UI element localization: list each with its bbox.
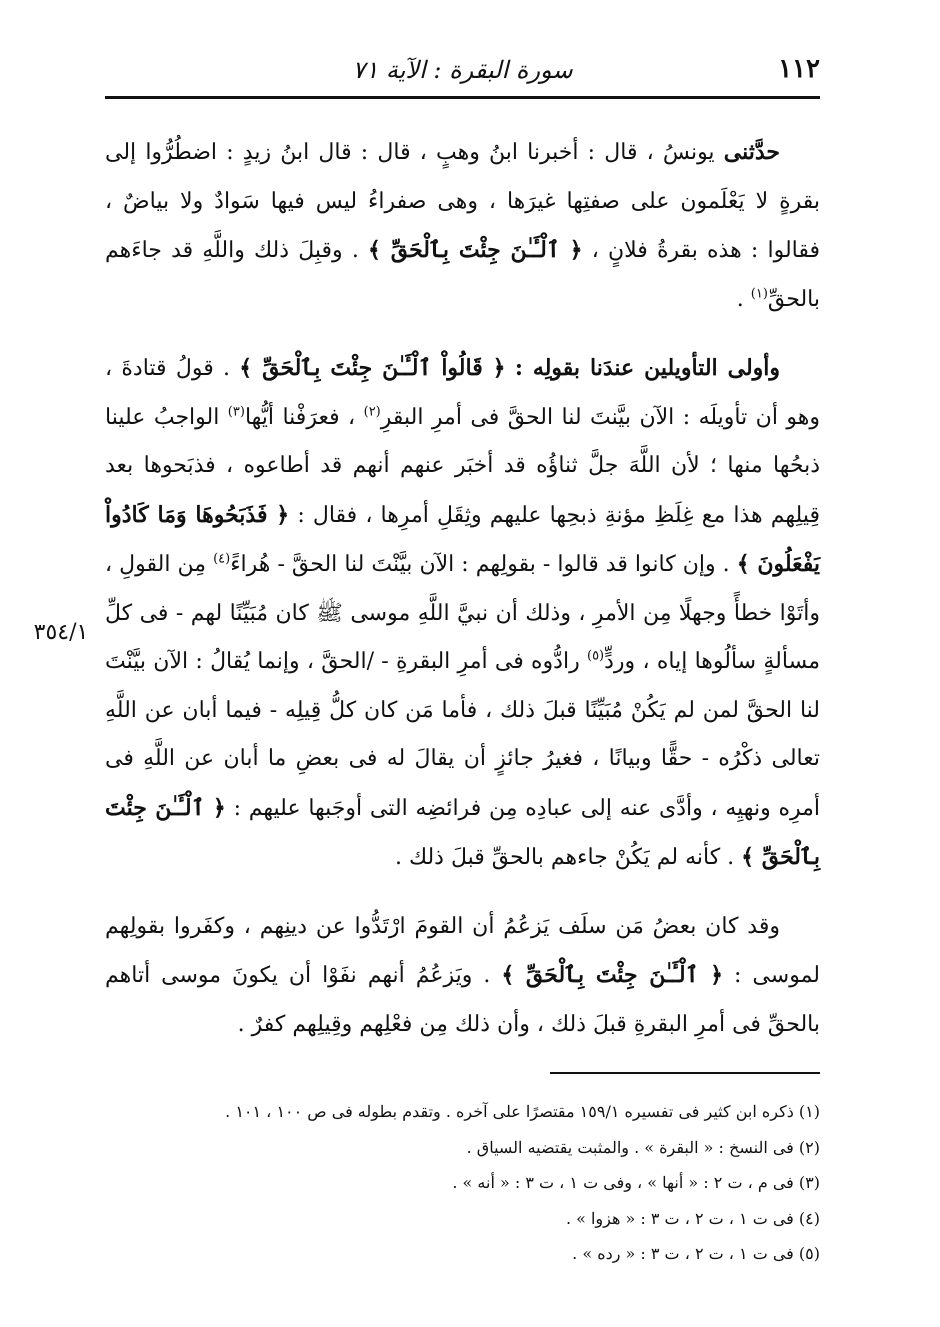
paragraph-1 bbox=[105, 128, 820, 324]
text-run: رادُّوه فى أمرِ البقرةِ - /الحقَّ ، وإنما يُقالُ : الآن بيَّنْتَ لنا الحقَّ لمن لم يَكُنْ مُبَيِّنًا قبلَ ذلك ، فأما مَن كان كلُّ قِيلِه - فيما أبان عن اللَّهِ تعالى ذكْرُه - حقًّا وبيانًا ، فغيرُ جائزٍ أن يقالَ له فى بعضِ ما أبان عن اللَّهِ فى أمرِه ونهيِه ، وأدَّى عنه إلى عبادِه مِن فرائضِه التى أوجَبها عليهم : bbox=[105, 649, 821, 821]
paragraph-2 bbox=[105, 344, 820, 883]
footnote-1: (١) ذكره ابن كثير فى تفسيره ١٥٩/١ مقتصرًا على آخره . وتقدم بطوله فى ص ١٠٠ ، ١٠١ . bbox=[225, 1102, 820, 1121]
footnote-5: (٥) فى ت ١ ، ت ٢ ، ت ٣ : « رده » . bbox=[572, 1244, 820, 1263]
footnote-ref-1[interactable]: (١) bbox=[750, 286, 768, 302]
footnotes bbox=[105, 1094, 820, 1272]
footnote-ref-3[interactable]: (٣) bbox=[227, 404, 245, 420]
body-text bbox=[105, 128, 820, 1049]
footnote-ref-4[interactable]: (٤) bbox=[213, 551, 231, 567]
text-run: مِن القولِ ، وأتَوْا خطأً وجهلًا مِن الأمرِ ، وذلك أن نبيَّ اللَّهِ موسى ﷺ كان مُبَيِّنًا لهم - فى كلِّ مسألةٍ سألُوها إياه ، وردٍّ bbox=[105, 552, 820, 674]
text-run: . كأنه لم يَكُنْ جاءهم بالحقِّ قبلَ ذلك . bbox=[394, 845, 735, 870]
quran-quote: ﴿ ٱلْـَٔـٰنَ جِئْتَ بِٱلْحَقِّ ﴾ bbox=[105, 794, 820, 870]
quran-quote: ﴿ ٱلْـَٔـٰنَ جِئْتَ بِٱلْحَقِّ ﴾ bbox=[501, 962, 724, 988]
margin-reference: ٣٥٤/١ bbox=[33, 620, 89, 645]
text-run: . ويَزعُمُ أنهم نفَوْا أن يكونَ موسى أتاهم بالحقِّ فى أمرِ البقرةِ قبلَ ذلك ، وأن ذلك مِن فعْلِهم وقِيلِهم كفرٌ . bbox=[105, 963, 820, 1037]
quran-quote: ﴿ ٱلْـَٔـٰنَ جِئْتَ بِٱلْحَقِّ ﴾ bbox=[368, 237, 583, 263]
text-run: . قولُ قتادةَ ، وهو أن تأويلَه : الآن بيَّنتَ لنا الحقَّ فى أمرِ البقرِ bbox=[105, 356, 820, 430]
page-number: ١١٢ bbox=[778, 54, 820, 84]
text-run: وقد كان بعضُ مَن سلَف يَزعُمُ أن القومَ ارْتَدُّوا عن دينِهم ، وكفَروا بقولِهم لموسى : bbox=[105, 913, 820, 988]
footnote-ref-5[interactable]: (٥) bbox=[586, 648, 605, 664]
header-title: سورة البقرة : الآية ٧١ bbox=[352, 56, 573, 84]
footnote-ref-2[interactable]: (٢) bbox=[363, 404, 381, 420]
quran-quote: ﴿ قَالُواْ ٱلْـَٔـٰنَ جِئْتَ بِٱلْحَقِّ ﴾ bbox=[239, 355, 506, 381]
footnote-4: (٤) فى ت ١ ، ت ٢ ، ت ٣ : « هزوا » . bbox=[565, 1208, 820, 1228]
text-run: الواجبُ علينا ذبحُها منها ؛ لأن اللَّهَ جلَّ ثناؤُه قد أخبَر عنهم أنهم قد أطاعوه ، فذبَحوها بعد قِيلِهم هذا مع غِلَظِ مؤنةِ ذبحِها عليهم وثِقَلِ أمرِها ، فقال : bbox=[105, 404, 820, 528]
text-run: ، فعرَفْنا أيُّها bbox=[244, 404, 356, 430]
quran-quote: ﴿ فَذَبَحُوهَا وَمَا كَادُواْ يَفْعَلُونَ ﴾ bbox=[105, 501, 820, 577]
footnote-3: (٣) فى م ، ت ٢ : « أنها » ، وفى ت ١ ، ت ٣ : « أنه » . bbox=[452, 1173, 820, 1192]
text-run: يونسُ ، قال : أخبرنا ابنُ وهبٍ ، قال : قال ابنُ زيدٍ : اضطُرُّوا إلى بقرةٍ لا يَعْلَمون على صفتِها غيرَها ، وهى صفراءُ ليس فيها سَوادٌ ولا بياضٌ ، فقالوا : هذه بقرةُ فلانٍ ، bbox=[105, 140, 820, 263]
paragraph-lead: حدَّثنى bbox=[723, 139, 780, 165]
text-run: . وقبِلَ ذلك واللَّهِ قد جاءَهم بالحقِّ bbox=[105, 238, 820, 312]
text-run: . وإن كانوا قد قالوا - بقولِهم : الآن بيَّنْتَ لنا الحقَّ - هُراءً bbox=[230, 552, 730, 577]
header-rule bbox=[105, 96, 820, 99]
text-run: . bbox=[736, 286, 744, 312]
paragraph-3 bbox=[105, 903, 820, 1050]
running-head bbox=[105, 46, 820, 94]
paragraph-lead: وأولى التأويلين عندَنا بقولِه : bbox=[514, 355, 781, 381]
footnote-2: (٢) فى النسخ : « البقرة » . والمثبت يقتضيه السياق . bbox=[466, 1137, 820, 1157]
footnote-separator bbox=[550, 1072, 820, 1074]
